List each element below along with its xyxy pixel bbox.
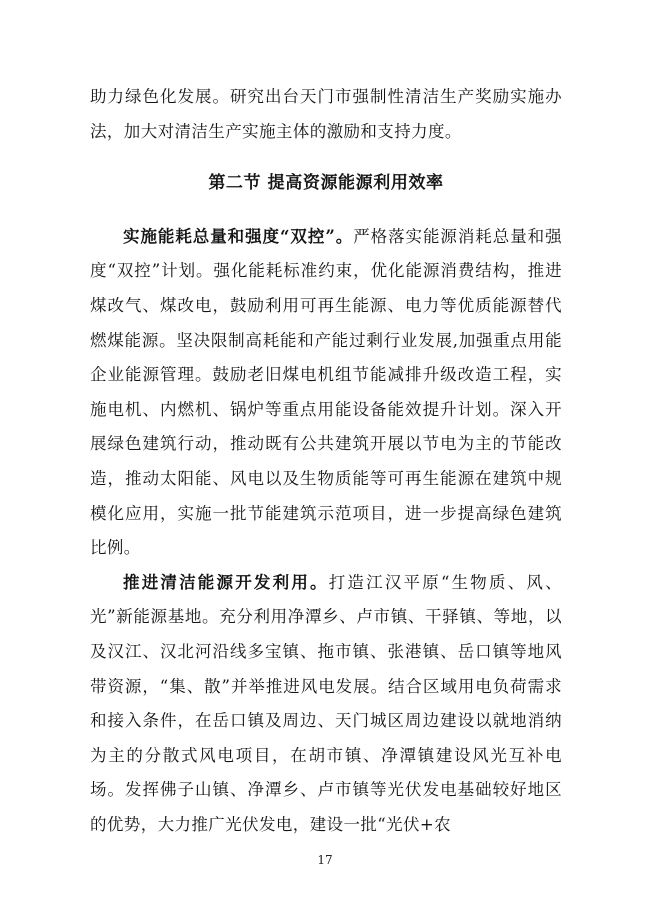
section-heading: 第二节 提高资源能源利用效率	[208, 173, 444, 194]
continuation-paragraph-text: 助力绿色化发展。研究出台天门市强制性清洁生产奖励实施办法，加大对清洁生产实施主体的激励和支持力度。	[90, 87, 562, 141]
paragraph-text: 打造江汉平原“生物质、风、光”新能源基地。充分利用净潭乡、卢市镇、干驿镇、等地，以及汉江、汉北河沿线多宝镇、拖市镇、张港镇、岳口镇等地风带资源，“集、散”并举推进风电发展。结合区域用电负荷需求和接入条件，在岳口镇及周边、天门城区周边建设以就地消纳为主的分散式风电项目，在胡市镇、净潭镇建设风光互补电场。发挥佛子山镇、净潭乡、卢市镇等光伏发电基础较好地区的优势，大力推广光伏发电，建设一批“光伏+农	[90, 572, 562, 834]
paragraph-text: 严格落实能源消耗总量和强度“双控”计划。强化能耗标准约束，优化能源消费结构，推进煤改气、煤改电，鼓励利用可再生能源、电力等优质能源替代燃煤能源。坚决限制高耗能和产能过剩行业发展,加强重点用能企业能源管理。鼓励老旧煤电机组节能减排升级改造工程，实施电机、内燃机、锅炉等重点用能设备能效提升计划。深入开展绿色建筑行动，推动既有公共建筑开展以节电为主的节能改造，推动太阳能、风电以及生物质能等可再生能源在建筑中规模化应用，实施一批节能建筑示范项目，进一步提高绿色建筑比例。	[90, 226, 562, 558]
paragraph-clean-energy	[90, 566, 562, 843]
page-number: 17	[317, 853, 333, 867]
paragraph-lead: 实施能耗总量和强度“双控”。	[123, 226, 354, 246]
paragraph-lead: 推进清洁能源开发利用。	[123, 572, 329, 592]
continuation-paragraph	[90, 80, 562, 149]
page-content	[90, 80, 562, 842]
paragraph-energy-control	[90, 220, 562, 566]
